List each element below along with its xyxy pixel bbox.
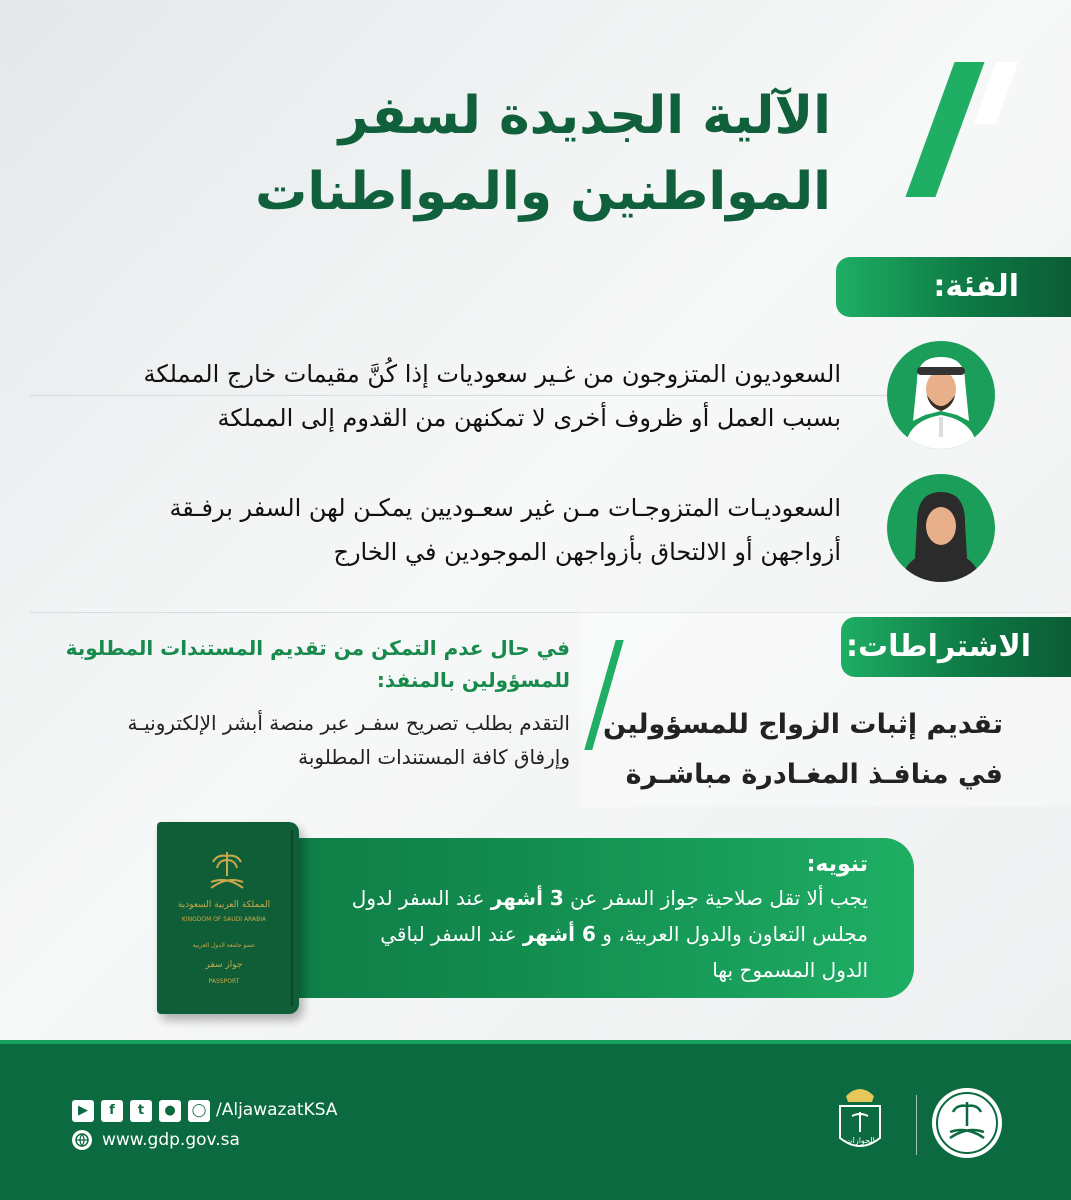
conditions-alternative bbox=[60, 632, 570, 774]
conditions-alt-body-line2: وإرفاق كافة المستندات المطلوبة bbox=[298, 745, 570, 769]
woman-avatar-icon bbox=[887, 474, 995, 582]
category-tab bbox=[836, 257, 1071, 317]
conditions-alt-heading-line1: في حال عدم التمكن من تقديم المستندات المطلوبة bbox=[65, 636, 570, 660]
category-item-women-line2: أزواجهن أو الالتحاق بأزواجهن الموجودين في الخارج bbox=[333, 538, 841, 566]
category-item-men-line2: بسبب العمل أو ظروف أخرى لا تمكنهن من القدوم إلى المملكة bbox=[217, 404, 841, 432]
notice-line3: الدول المسموح بها bbox=[712, 958, 868, 982]
passport-image bbox=[157, 822, 299, 1014]
conditions-main-line1: تقديم إثبات الزواج للمسؤولين bbox=[603, 709, 1003, 740]
footer bbox=[0, 1040, 1071, 1200]
twitter-icon[interactable]: t bbox=[130, 1100, 152, 1122]
title-slash-large bbox=[905, 62, 984, 197]
footer-logo-divider bbox=[916, 1095, 917, 1155]
passports-directorate-logo bbox=[832, 1080, 888, 1160]
passport-ar-title: المملكة العربية السعودية bbox=[177, 900, 271, 910]
youtube-icon[interactable]: ▶ bbox=[72, 1100, 94, 1122]
conditions-main bbox=[583, 700, 1003, 800]
facebook-icon[interactable]: f bbox=[101, 1100, 123, 1122]
instagram-icon[interactable]: ◯ bbox=[188, 1100, 210, 1122]
category-item-men bbox=[41, 352, 841, 440]
category-item-women bbox=[41, 486, 841, 574]
passport-emblem-icon bbox=[207, 848, 247, 892]
globe-icon bbox=[72, 1130, 92, 1150]
passport-member: عضو جامعة الدول العربية bbox=[192, 942, 256, 949]
interior-ministry-logo bbox=[932, 1088, 1002, 1158]
notice-line1-bold: 3 أشهر bbox=[490, 886, 564, 910]
notice-line2-b: عند السفر لباقي bbox=[380, 922, 523, 946]
notice-box bbox=[248, 838, 914, 998]
page-title-line1: الآلية الجديدة لسفر bbox=[338, 86, 831, 146]
notice-line2-bold: 6 أشهر bbox=[522, 922, 596, 946]
conditions-main-line2: في منافـذ المغـادرة مباشـرة bbox=[625, 759, 1003, 790]
notice-line2 bbox=[268, 916, 868, 952]
notice-line1-a: يجب ألا تقل صلاحية جواز السفر عن bbox=[563, 886, 868, 910]
category-item-women-line1: السعوديـات المتزوجـات مـن غير سعـوديين يمكـن لهن السفر برفـقة bbox=[169, 494, 841, 522]
man-avatar-icon bbox=[887, 341, 995, 449]
notice-line1-b: عند السفر لدول bbox=[351, 886, 491, 910]
footer-website[interactable]: www.gdp.gov.sa bbox=[102, 1130, 240, 1150]
passport-en-word: PASSPORT bbox=[208, 978, 240, 985]
snapchat-icon[interactable]: ● bbox=[159, 1100, 181, 1122]
conditions-alt-body-line1: التقدم بطلب تصريح سفـر عبر منصة أبشر الإلكترونيـة bbox=[127, 711, 570, 735]
passport-en-title: KINGDOM OF SAUDI ARABIA bbox=[181, 916, 267, 923]
notice-line1 bbox=[268, 880, 868, 916]
passport-ar-word: جواز سفر bbox=[205, 960, 243, 970]
page-title-line2: المواطنين والمواطنات bbox=[255, 162, 831, 222]
passports-logo-label: الجوازات bbox=[845, 1136, 875, 1145]
category-item-men-line1: السعوديون المتزوجون من غـير سعوديات إذا كُنَّ مقيمات خارج المملكة bbox=[143, 360, 841, 388]
notice-line2-a: مجلس التعاون والدول العربية، و bbox=[595, 922, 868, 946]
conditions-tab-label: الاشتراطات: bbox=[846, 629, 1031, 664]
page-title bbox=[131, 78, 831, 230]
conditions-alt-heading-line2: للمسؤولين بالمنفذ: bbox=[376, 668, 570, 692]
footer-handle[interactable]: /AljawazatKSA bbox=[216, 1100, 338, 1120]
category-tab-label: الفئة: bbox=[933, 269, 1019, 304]
conditions-tab bbox=[841, 617, 1071, 677]
notice-heading: تنويه: bbox=[806, 852, 868, 877]
